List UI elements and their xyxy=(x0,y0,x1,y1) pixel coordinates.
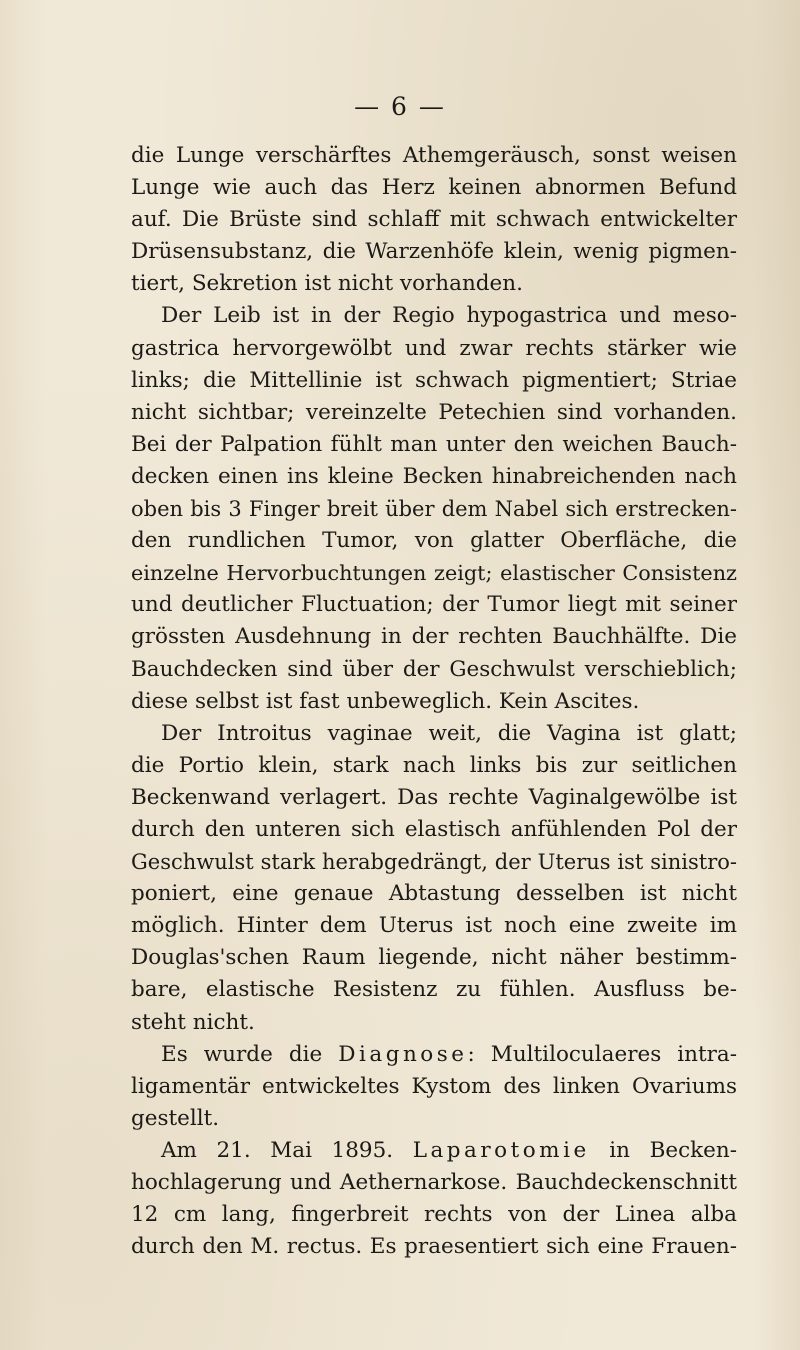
text-line: hochlagerung und Aethernarkose. Bauchdeckenschnitt xyxy=(131,1170,737,1195)
text-line: Der Leib ist in der Regio hypogastrica und meso- xyxy=(161,303,737,329)
text-line: den rundlichen Tumor, von glatter Oberfläche, die xyxy=(131,528,737,554)
text-segment: Es wurde die xyxy=(161,1041,339,1067)
text-line: Lunge wie auch das Herz keinen abnormen Befund xyxy=(131,175,737,201)
text-line: Bauchdecken sind über der Geschwulst verschieblich; xyxy=(131,656,737,682)
text-line: poniert, eine genaue Abtastung desselben ist nicht xyxy=(131,881,737,907)
text-line: die Portio klein, stark nach links bis zur seitlichen xyxy=(131,752,737,778)
body-text xyxy=(131,140,737,1263)
text-line: nicht sichtbar; vereinzelte Petechien sind vorhanden. xyxy=(131,399,737,425)
text-line: Douglas'schen Raum liegende, nicht näher bestimm- xyxy=(131,945,737,971)
text-line: Geschwulst stark herabgedrängt, der Uterus ist sinistro- xyxy=(131,850,737,875)
text-line: und deutlicher Fluctuation; der Tumor liegt mit seiner xyxy=(131,592,737,618)
text-line: diese selbst ist fast unbeweglich. Kein Ascites. xyxy=(131,688,640,714)
text-line: auf. Die Brüste sind schlaff mit schwach entwickelter xyxy=(131,207,737,233)
text-line: durch den M. rectus. Es praesentiert sich eine Frauen- xyxy=(131,1234,737,1260)
text-line: grössten Ausdehnung in der rechten Bauchhälfte. Die xyxy=(131,624,737,650)
spaced-emphasis: Laparotomie xyxy=(412,1137,590,1163)
text-line: möglich. Hinter dem Uterus ist noch eine zweite im xyxy=(131,913,737,939)
text-line: steht nicht. xyxy=(131,1009,255,1035)
text-line: Beckenwand verlagert. Das rechte Vaginalgewölbe ist xyxy=(131,784,737,810)
text-line: gastrica hervorgewölbt und zwar rechts stärker wie xyxy=(131,335,737,361)
text-line: bare, elastische Resistenz zu fühlen. Ausfluss be- xyxy=(131,977,737,1003)
spaced-emphasis: Diagnose xyxy=(338,1041,468,1067)
text-line: durch den unteren sich elastisch anfühlenden Pol der xyxy=(131,816,737,842)
text-line: die Lunge verschärftes Athemgeräusch, sonst weisen xyxy=(131,143,737,168)
text-line xyxy=(131,1039,737,1071)
text-line: decken einen ins kleine Becken hinabreichenden nach xyxy=(131,463,737,489)
text-line: einzelne Hervorbuchtungen zeigt; elastischer Consistenz xyxy=(131,561,737,586)
page-number: — 6 — xyxy=(354,92,446,121)
text-segment: : Multiloculaeres intra- xyxy=(467,1041,737,1067)
text-line: 12 cm lang, fingerbreit rechts von der Linea alba xyxy=(131,1202,737,1228)
text-line: links; die Mittellinie ist schwach pigmentiert; Striae xyxy=(131,367,737,393)
text-line: oben bis 3 Finger breit über dem Nabel sich erstrecken- xyxy=(131,497,737,522)
text-line: tiert, Sekretion ist nicht vorhanden. xyxy=(131,271,523,297)
text-line: Drüsensubstanz, die Warzenhöfe klein, wenig pigmen- xyxy=(131,239,737,265)
text-line: Der Introitus vaginae weit, die Vagina ist glatt; xyxy=(161,720,737,746)
text-segment: in Becken- xyxy=(589,1137,737,1163)
text-segment: Am 21. Mai 1895. xyxy=(161,1137,413,1163)
text-line: Bei der Palpation fühlt man unter den weichen Bauch- xyxy=(131,431,737,457)
text-line: gestellt. xyxy=(131,1105,220,1131)
text-line xyxy=(131,1135,737,1167)
text-line: ligamentär entwickeltes Kystom des linken Ovariums xyxy=(131,1073,737,1099)
